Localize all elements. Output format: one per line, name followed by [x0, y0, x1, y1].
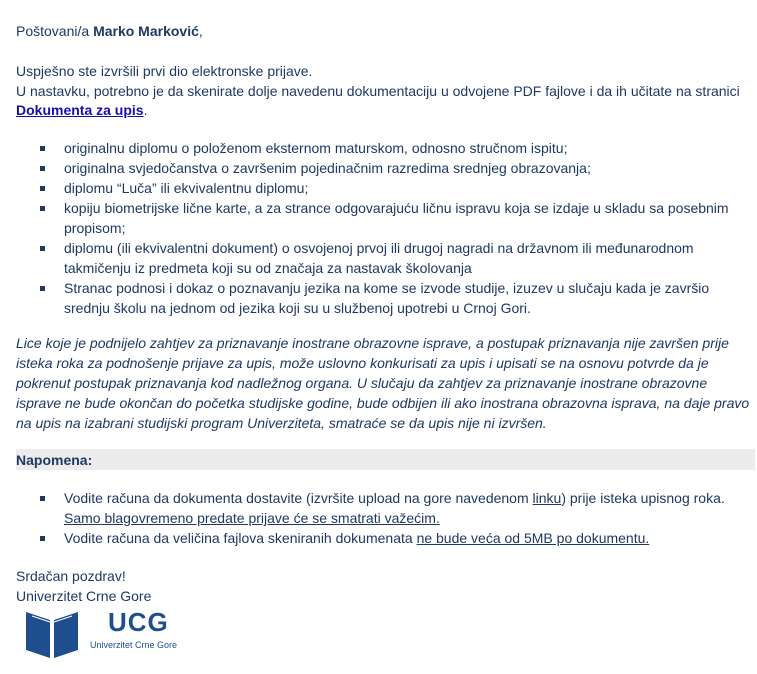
note2-underlined: ne bude veća od 5MB po dokumentu.: [416, 530, 650, 546]
note1-text-b: ) prije isteka upisnog roka.: [561, 490, 725, 506]
logo-fullname: Univerzitet Crne Gore: [90, 640, 178, 650]
notes-list: [40, 488, 752, 548]
list-item: [40, 528, 752, 548]
closing-signature: Univerzitet Crne Gore: [16, 588, 152, 604]
recognition-note: Lice koje je podnijelo zahtjev za priznavanje inostrane obrazovne isprave, a postupak priznavanja nije završen prije isteka roka za podnošenje prijave za upis, može uslovno konkurisati za upis i upisati se na osnovu potvrde da je pokrenut postupak priznavanja kod nadležnog organa. U slučaju da zahtjev za priznavanje inostrane obrazovne isprave ne bude okončan do početka studijske godine, bude odbijen ili ako inostrana obrazovna isprava, na daje pravo na upis na izabrani studijski program Univerziteta, smatraće se da upis nije ni izvršen.: [16, 335, 750, 431]
list-item: [40, 178, 752, 198]
list-item: [40, 278, 752, 318]
ucg-logo: [24, 606, 194, 660]
intro-line-2: U nastavku, potrebno je da skenirate dolje navedenu dokumentaciju u odvojene PDF fajlove i da ih učitate na stranici: [16, 83, 740, 99]
bullet-icon: [40, 166, 45, 171]
napomena-band: [16, 449, 755, 470]
note1-text-a: Vodite računa da dokumenta dostavite (izvršite upload na gore navedenom: [64, 490, 533, 506]
closing-greeting: Srdačan pozdrav!: [16, 568, 126, 584]
list-item-text: kopiju biometrijske lične karte, a za strance odgovarajuću ličnu ispravu koja se izdaje u skladu sa posebnim propisom;: [64, 200, 729, 236]
intro-line-1: Uspješno ste izvršili prvi dio elektronske prijave.: [16, 63, 313, 79]
list-item: [40, 488, 752, 528]
list-item-text: Stranac podnosi i dokaz o poznavanju jezika na kome se izvode studije, izuzev u slučaju kada je završio srednju školu na jednom od jezika koji su u službenoj upotrebi u Crnoj Gori.: [64, 280, 710, 316]
list-item-text: originalnu diplomu o položenom eksternom maturskom, odnosno stručnom ispitu;: [64, 140, 568, 156]
greeting: [16, 21, 203, 41]
recipient-name: Marko Marković: [93, 23, 199, 39]
intro-link-line: [16, 100, 147, 120]
list-item: [40, 198, 752, 238]
napomena-label: Napomena:: [16, 452, 93, 468]
bullet-icon: [40, 246, 45, 251]
list-item-text: diplomu (ili ekvivalentni dokument) o osvojenoj prvoj ili drugoj nagradi na državnom ili međunarodnom takmičenju iz predmeta koji su od značaja za nastavak školovanja: [64, 240, 694, 276]
bullet-icon: [40, 496, 45, 501]
list-item: [40, 238, 752, 278]
documents-link[interactable]: Dokumenta za upis: [16, 102, 144, 118]
upload-link[interactable]: linku: [532, 490, 562, 506]
list-item-text: originalna svjedočanstva o završenim pojedinačnim razredima srednjeg obrazovanja;: [64, 160, 591, 176]
bullet-icon: [40, 146, 45, 151]
required-documents-list: [40, 138, 752, 318]
bullet-icon: [40, 286, 45, 291]
note1-underlined: Samo blagovremeno predate prijave će se smatrati važećim.: [64, 510, 440, 526]
list-item: [40, 138, 752, 158]
bullet-icon: [40, 206, 45, 211]
note2-text-a: Vodite računa da veličina fajlova skeniranih dokumenata: [64, 530, 417, 546]
bullet-icon: [40, 186, 45, 191]
greeting-prefix: Poštovani/a: [16, 23, 94, 39]
greeting-suffix: ,: [198, 23, 203, 39]
logo-abbr: UCG: [108, 607, 169, 637]
list-item: [40, 158, 752, 178]
list-item-text: diplomu “Luča” ili ekvivalentnu diplomu;: [64, 180, 309, 196]
bullet-icon: [40, 536, 45, 541]
intro-period: .: [143, 102, 148, 118]
